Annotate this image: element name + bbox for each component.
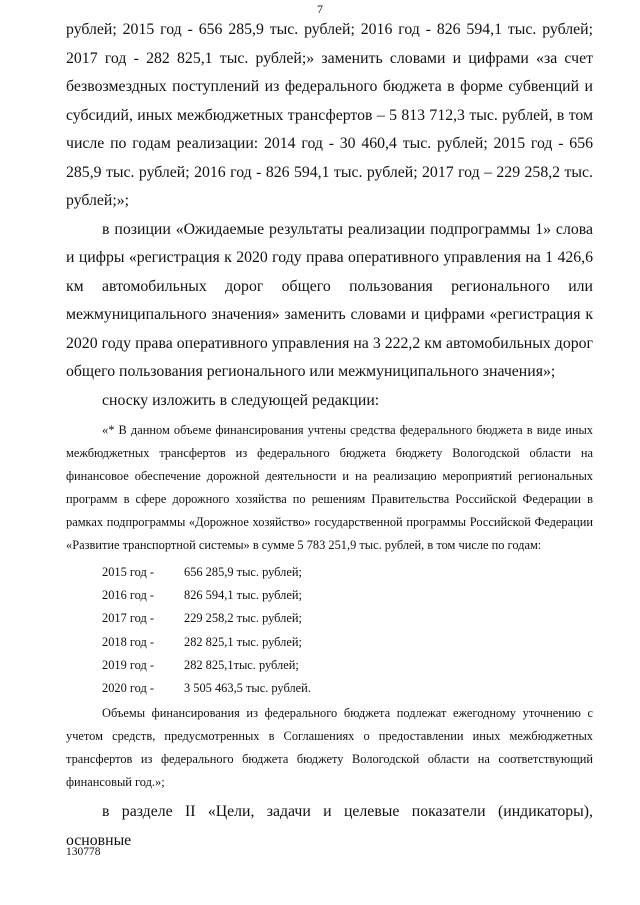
year-label: 2020 год - [102,681,155,696]
footnote-closing: Объемы финансирования из федерального бюджета подлежат ежегодному уточнению с учетом средств, предусмотренных в Соглашениях о предоставлении иных межбюджетных трансфертов из федерального бюджета бюджету Вологодской области на соответствующий финансовый год.»; [66,706,593,790]
year-amount: 3 505 463,5 тыс. рублей. [184,681,311,696]
year-row [102,631,593,654]
year-amount: 229 258,2 тыс. рублей; [184,611,302,626]
year-row [102,561,593,584]
document-body [66,16,593,855]
year-amount: 656 285,9 тыс. рублей; [184,565,302,579]
year-row [102,607,593,630]
year-row [102,654,593,677]
paragraph-1: рублей; 2015 год - 656 285,9 тыс. рублей; 2016 год - 826 594,1 тыс. рублей; 2017 год - 282 825,1 тыс. рублей;» заменить словами и цифрами «за счет безвозмездных поступлений из федерального бюджета в форме субвенций и субсидий, иных межбюджетных трансфертов – 5 813 712,3 тыс. рублей, в том числе по годам реализации: 2014 год - 30 460,4 тыс. рублей; 2015 год - 656 285,9 тыс. рублей; 2016 год - 826 594,1 тыс. рублей; 2017 год – 229 258,2 тыс. рублей;»; [66,21,593,209]
year-row [102,584,593,607]
page-number: 7 [317,2,323,16]
year-label: 2019 год - [102,657,155,672]
footnote-intro: «* В данном объеме финансирования учтены средства федерального бюджета в виде иных межбюджетных трансфертов из федерального бюджета бюджету Вологодской области на финансовое обеспечение дорожной деятельности и на реализацию мероприятий региональных программ в сфере дорожного хозяйства по решениям Правительства Российской Федерации в рамках подпрограммы «Дорожное хозяйство» государственной программы Российской Федерации «Развитие транспортной системы» в сумме 5 783 251,9 тыс. рублей, в том числе по годам: [66,423,593,552]
year-amount: 826 594,1 тыс. рублей; [184,588,302,603]
year-label: 2016 год - [102,588,155,603]
paragraph-last: в разделе II «Цели, задачи и целевые показатели (индикаторы), основные [66,803,593,849]
year-label: 2017 год - [102,611,155,626]
year-label: 2018 год - [102,634,155,649]
paragraph-2: в позиции «Ожидаемые результаты реализации подпрограммы 1» слова и цифры «регистрация к 2020 году права оперативного управления на 1 426,6 км автомобильных дорог общего пользования регионального или межмуниципального значения» заменить словами и цифрами «регистрация к 2020 году права оперативного управления на 3 222,2 км автомобильных дорог общего пользования регионального или межмуниципального значения»; [66,220,593,380]
footnote-year-list [102,561,593,700]
year-amount: 282 825,1 тыс. рублей; [184,634,302,649]
document-code: 130778 [66,846,101,858]
year-label: 2015 год - [102,565,155,579]
year-row [102,677,593,700]
paragraph-3: сноску изложить в следующей редакции: [102,391,380,409]
year-amount: 282 825,1тыс. рублей; [184,657,299,672]
